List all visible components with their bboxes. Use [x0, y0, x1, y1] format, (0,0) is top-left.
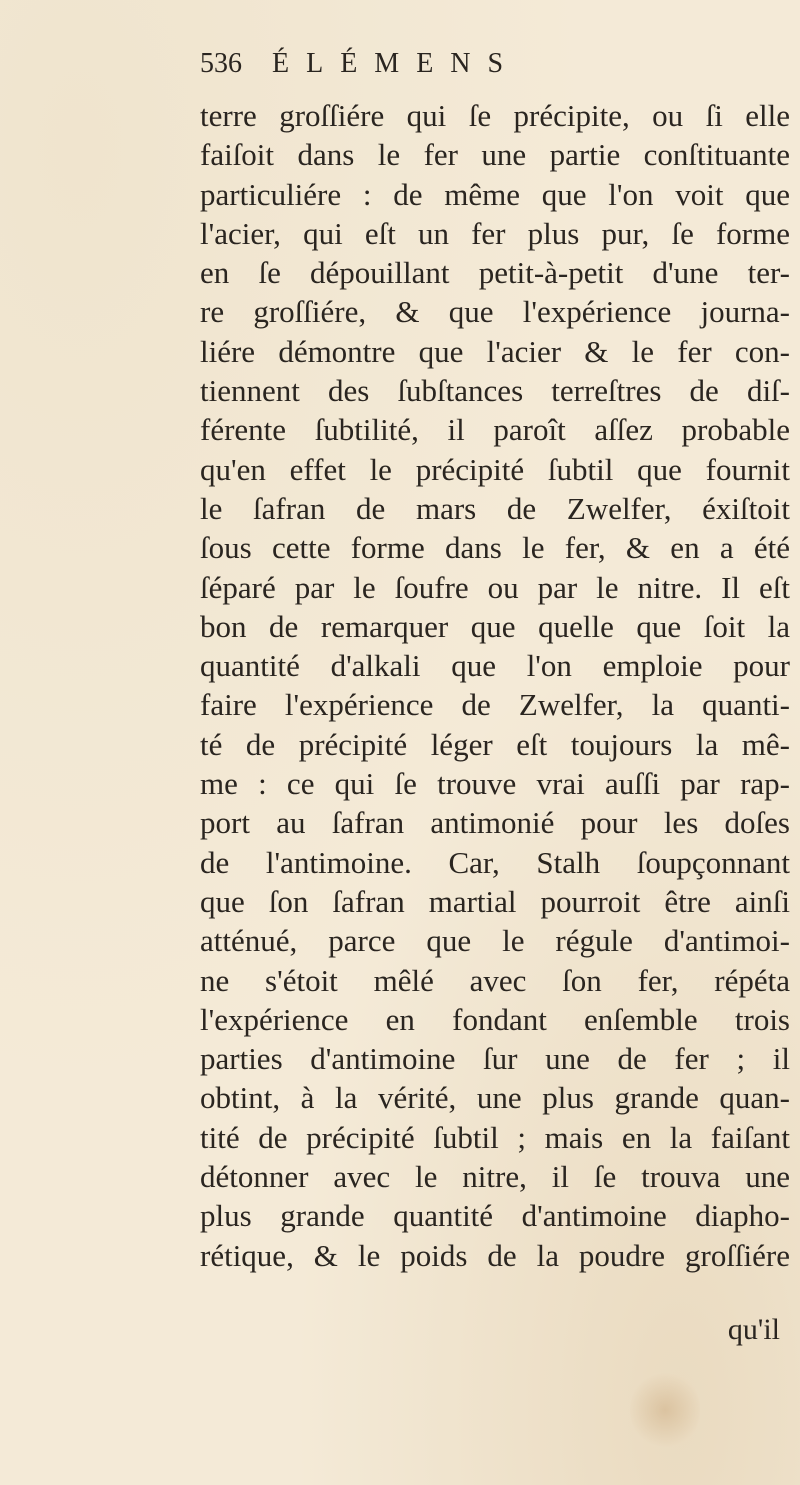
text-line: liére démontre que l'acier & le fer con- [200, 333, 790, 369]
text-line: terre groſſiére qui ſe précipite, ou ſi elle [200, 98, 790, 133]
running-head: ÉLÉMENS [272, 48, 521, 79]
body-text [200, 96, 790, 1275]
text-line: obtint, à la vérité, une plus grande quan- [200, 1080, 790, 1116]
text-line: tiennent des ſubſtances terreſtres de diſ- [200, 373, 790, 409]
page-header [200, 48, 700, 88]
text-line: port au ſafran antimonié pour les doſes [200, 805, 790, 841]
text-line: le ſafran de mars de Zwelfer, éxiſtoit [200, 490, 790, 526]
text-line: tité de précipité ſubtil ; mais en la faiſant [200, 1119, 790, 1155]
text-line: rétique, & le poids de la poudre groſſiére [200, 1237, 790, 1273]
text-line: me : ce qui ſe trouve vrai auſſi par rap- [200, 766, 790, 802]
text-line: faire l'expérience de Zwelfer, la quanti- [200, 687, 790, 723]
text-line: particuliére : de même que l'on voit que [200, 176, 790, 212]
text-line: parties d'antimoine ſur une de fer ; il [200, 1041, 790, 1077]
text-line: férente ſubtilité, il paroît aſſez probable [200, 412, 790, 448]
text-line: plus grande quantité d'antimoine diapho- [200, 1198, 790, 1234]
text-line: que ſon ſafran martial pourroit être ainſi [200, 883, 790, 919]
text-line: quantité d'alkali que l'on emploie pour [200, 648, 790, 684]
text-line: qu'en effet le précipité ſubtil que fournit [200, 451, 790, 487]
text-line: faiſoit dans le fer une partie conſtituante [200, 137, 790, 173]
text-line: de l'antimoine. Car, Stalh ſoupçonnant [200, 844, 790, 880]
catchword: qu'il [727, 1313, 780, 1346]
text-line: l'acier, qui eſt un fer plus pur, ſe forme [200, 215, 790, 251]
text-line: l'expérience en fondant enſemble trois [200, 1001, 790, 1037]
text-line: ſous cette forme dans le fer, & en a été [200, 530, 790, 566]
text-line: bon de remarquer que quelle que ſoit la [200, 608, 790, 644]
text-line: ſéparé par le ſoufre ou par le nitre. Il eſt [200, 569, 790, 605]
text-line: re groſſiére, & que l'expérience journa- [200, 294, 790, 330]
text-line: té de précipité léger eſt toujours la mê- [200, 726, 790, 762]
paper-stain [630, 1370, 700, 1450]
text-line: ne s'étoit mêlé avec ſon fer, répéta [200, 962, 790, 998]
text-line: en ſe dépouillant petit-à-petit d'une ter- [200, 255, 790, 291]
text-line: atténué, parce que le régule d'antimoi- [200, 923, 790, 959]
text-line: détonner avec le nitre, il ſe trouva une [200, 1159, 790, 1195]
page-number: 536 [200, 48, 242, 79]
